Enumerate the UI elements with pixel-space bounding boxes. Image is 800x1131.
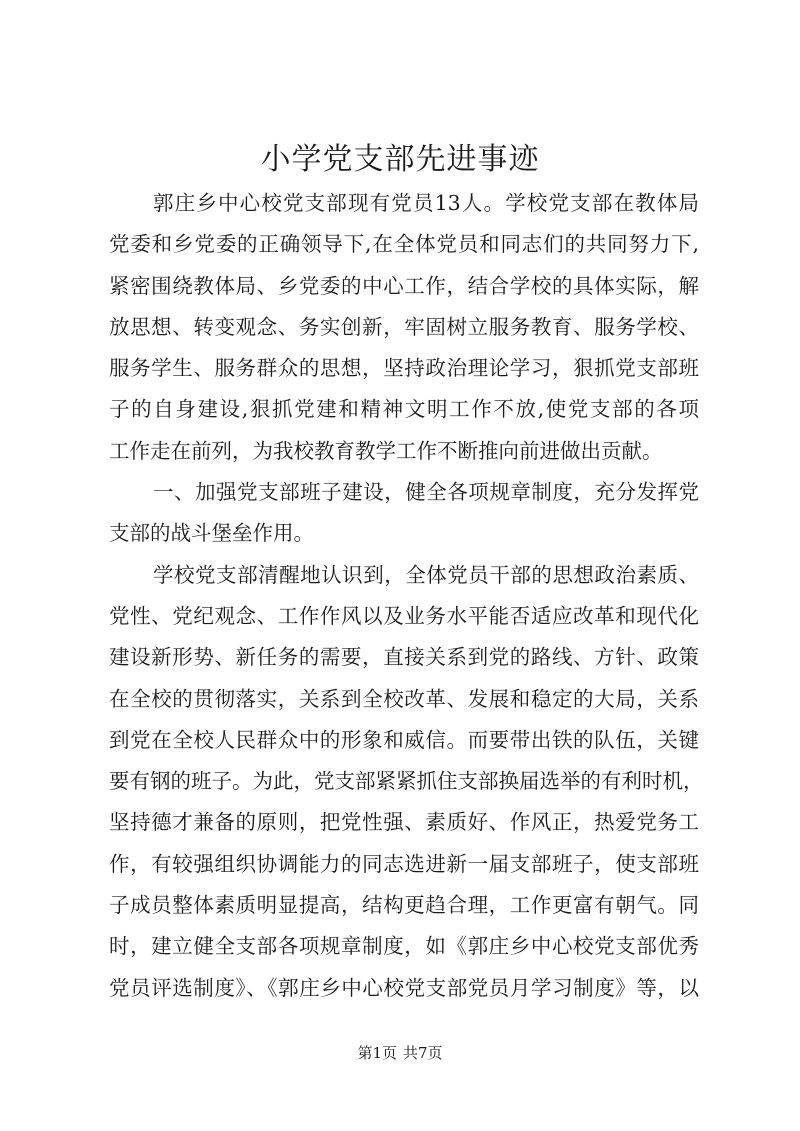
- section-heading-line: 一、加强党支部班子建设，健全各项规章制度，充分发挥党: [153, 480, 699, 505]
- document-body: [109, 183, 704, 1009]
- paragraph-line: 建设新形势、新任务的需要，直接关系到党的路线、方针、政策: [109, 645, 699, 670]
- paragraph-line: 坚持德才兼备的原则，把党性强、素质好、作风正，热爱党务工: [109, 810, 699, 835]
- page-footer: [0, 1043, 800, 1063]
- paragraph-line: 紧密围绕教体局、乡党委的中心工作，结合学校的具体实际，解: [109, 273, 699, 298]
- paragraph-line: 子成员整体素质明显提高，结构更趋合理，工作更富有朝气。同: [109, 893, 699, 918]
- paragraph-line: 郭庄乡中心校党支部现有党员13人。学校党支部在教体局: [153, 191, 699, 215]
- paragraph-line: 党委和乡党委的正确领导下,在全体党员和同志们的共同努力下,: [109, 232, 699, 257]
- paragraph-line: 学校党支部清醒地认识到，全体党员干部的思想政治素质、: [153, 562, 699, 587]
- page-number: 第1页: [357, 1044, 397, 1062]
- paragraph-line: 服务学生、服务群众的思想，坚持政治理论学习，狠抓党支部班: [109, 356, 699, 381]
- paragraph-line: 时，建立健全支部各项规章制度，如《郭庄乡中心校党支部优秀: [109, 934, 699, 959]
- paragraph-line: 工作走在前列，为我校教育教学工作不断推向前进做出贡献。: [109, 438, 663, 463]
- document-title: 小学党支部先进事迹: [260, 142, 540, 177]
- paragraph-line: 在全校的贯彻落实，关系到全校改革、发展和稳定的大局，关系: [109, 686, 699, 711]
- page-total: 共7页: [403, 1044, 443, 1062]
- paragraph-line: 作，有较强组织协调能力的同志选进新一届支部班子，使支部班: [109, 851, 699, 876]
- paragraph-line: 到党在全校人民群众中的形象和威信。而要带出铁的队伍，关键: [109, 727, 699, 752]
- paragraph-line: 放思想、转变观念、务实创新，牢固树立服务教育、服务学校、: [109, 314, 699, 339]
- paragraph-line: 子的自身建设,狠抓党建和精神文明工作不放,使党支部的各项: [109, 397, 699, 422]
- paragraph-line: 党性、党纪观念、工作作风以及业务水平能否适应改革和现代化: [109, 603, 699, 628]
- paragraph-line: 要有钢的班子。为此，党支部紧紧抓住支部换届选举的有利时机，: [109, 769, 704, 794]
- section-heading-line: 支部的战斗堡垒作用。: [109, 521, 314, 546]
- paragraph-line: 党员评选制度》、《郭庄乡中心校党支部党员月学习制度》等，以: [109, 975, 699, 1000]
